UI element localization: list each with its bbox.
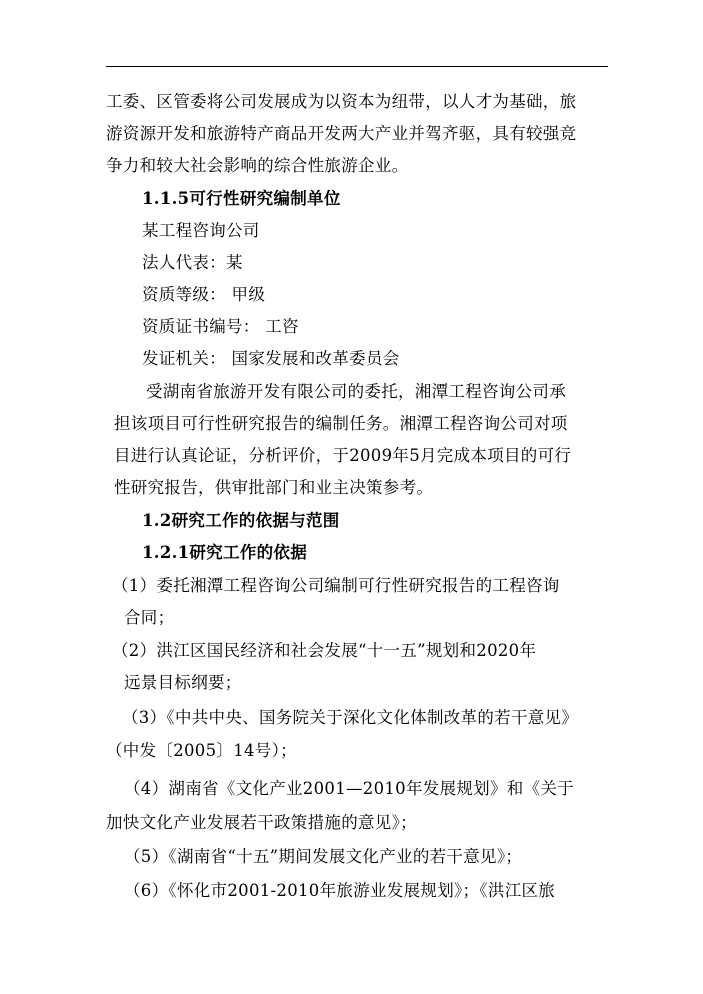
info-line: 法人代表：某 [142,253,243,272]
paragraph-line: 目进行认真论证，分析评价，于2009年5月完成本项目的可行 [114,446,572,465]
paragraph-line: 受湖南省旅游开发有限公司的委托，湘潭工程咨询公司承 [146,382,566,401]
list-item: （6）《怀化市2001-2010年旅游业发展规划》；《洪江区旅 [124,881,556,900]
info-line: 发证机关： 国家发展和改革委员会 [142,349,400,368]
paragraph-line: 争力和较大社会影响的综合性旅游企业。 [106,156,409,175]
list-item-continuation: 合同； [124,608,175,627]
info-line: 资质证书编号： 工咨 [142,317,299,336]
list-item-continuation: 加快文化产业发展若干政策措施的意见》； [106,813,417,832]
list-item-continuation: （中发〔2005〕14号）； [106,741,297,760]
list-item: （1）委托湘潭工程咨询公司编制可行性研究报告的工程咨询 [112,576,560,595]
paragraph-line: 游资源开发和旅游特产商品开发两大产业并驾齐驱，具有较强竞 [106,124,577,143]
list-item-continuation: 远景目标纲要； [124,673,242,692]
list-item: （4）湖南省《文化产业2001—2010年发展规划》和《关于 [124,779,574,798]
info-line: 资质等级： 甲级 [142,285,266,304]
list-item: （3）《中共中央、国务院关于深化文化体制改革的若干意见》 [122,708,579,727]
subsection-heading: 1.2.1研究工作的依据 [142,543,308,562]
paragraph-line: 性研究报告，供审批部门和业主决策参考。 [114,478,434,497]
section-heading: 1.1.5可行性研究编制单位 [142,189,341,208]
list-item: （5）《湖南省“十五”期间发展文化产业的若干意见》； [124,847,523,866]
list-item: （2）洪江区国民经济和社会发展“十一五”规划和2020年 [112,641,537,660]
paragraph-line: 工委、区管委将公司发展成为以资本为纽带，以人才为基础，旅 [106,92,577,111]
info-line: 某工程咨询公司 [142,221,260,240]
header-rule [106,66,608,67]
paragraph-line: 担该项目可行性研究报告的编制任务。湘潭工程咨询公司对项 [114,414,568,433]
section-heading: 1.2研究工作的依据与范围 [142,511,340,530]
